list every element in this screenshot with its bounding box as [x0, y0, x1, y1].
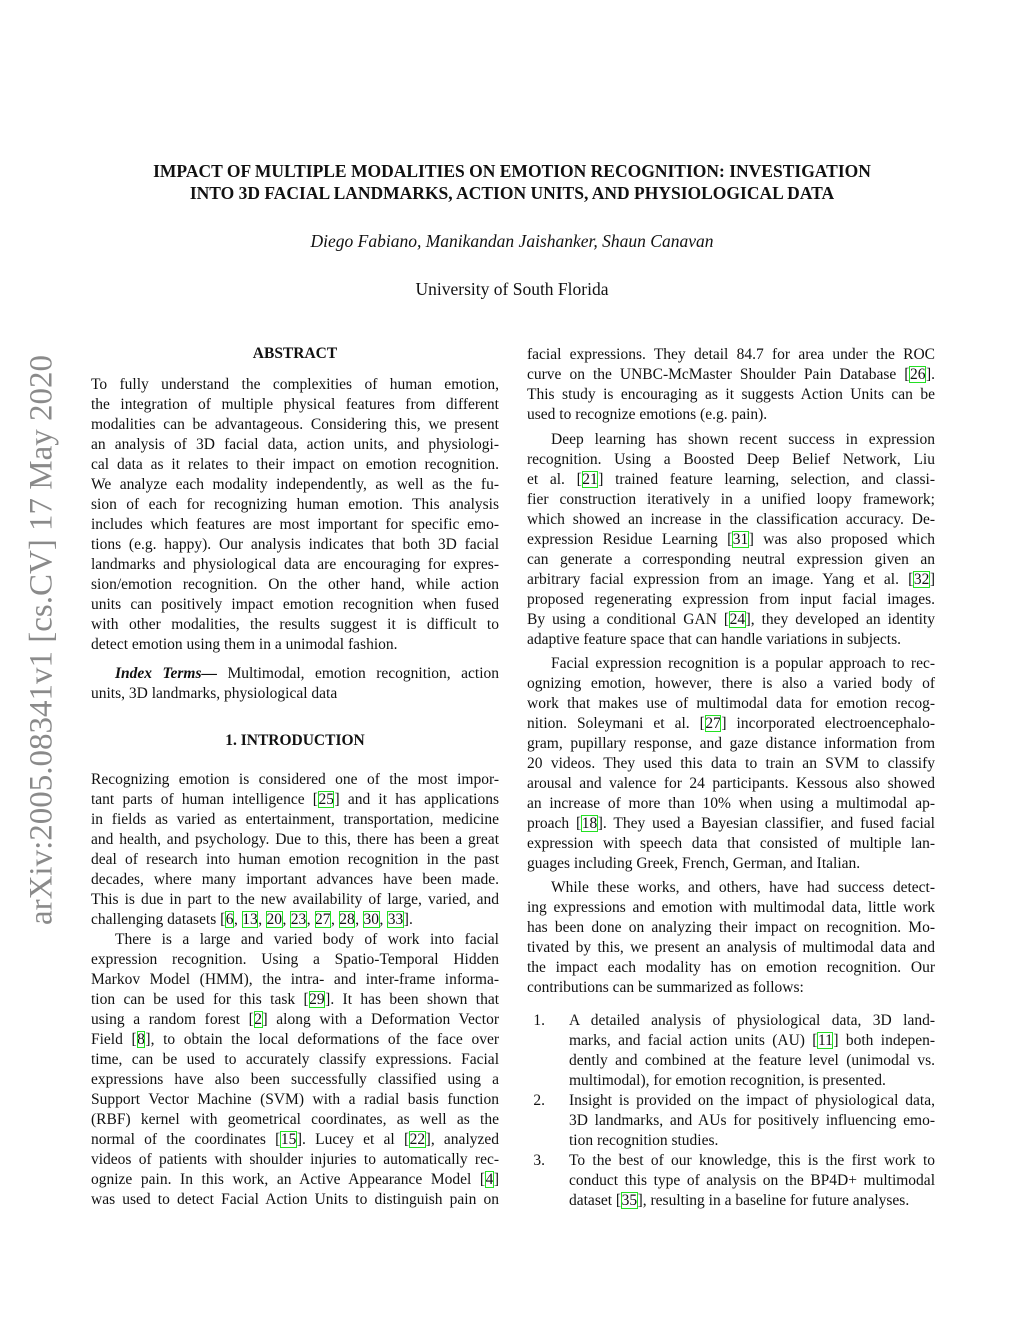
intro-paragraph-2 — [91, 930, 499, 1210]
citation-link[interactable]: 22 — [409, 1131, 426, 1148]
citation-link[interactable]: 35 — [621, 1192, 638, 1209]
citation-link[interactable]: 6 — [225, 911, 234, 928]
text-line: recognition. Using a Boosted Deep Belief Network, Liu — [527, 451, 935, 468]
text-line: sion/emotion recognition. On the other hand, while action — [91, 576, 499, 593]
introduction-heading: 1. INTRODUCTION — [225, 732, 365, 749]
text-line: can generate a corresponding neutral expression given an — [527, 551, 935, 568]
citation-link[interactable]: 18 — [581, 815, 598, 832]
index-terms-text: Multimodal, emotion recognition, action — [217, 665, 499, 682]
list-item-text — [569, 1011, 935, 1091]
text-line: proach [18]. They used a Bayesian classifier, and fused facial — [527, 815, 935, 832]
citation-link[interactable]: 15 — [280, 1131, 297, 1148]
text-line: arousal and valence for 24 participants. Kessous also showed — [527, 775, 935, 792]
text-line: tions (e.g. happy). Our analysis indicates that both 3D facial — [91, 536, 499, 553]
text-line: tant parts of human intelligence [25] and it has applications — [91, 791, 499, 808]
text-line — [91, 664, 499, 684]
intro-paragraph-4 — [527, 654, 935, 874]
citation-link[interactable]: 20 — [266, 911, 283, 928]
text-line: conduct this type of analysis on the BP4D+ multimodal — [569, 1172, 935, 1189]
text-line: contributions can be summarized as follows: — [527, 979, 804, 996]
citation-link[interactable]: 27 — [705, 715, 721, 732]
text-line: curve on the UNBC-McMaster Shoulder Pain Database [26]. — [527, 366, 935, 383]
list-number: 1. — [533, 1012, 545, 1029]
text-line: marks, and facial action units (AU) [11] both indepen- — [569, 1032, 935, 1049]
intro-paragraph-2-cont — [527, 345, 935, 425]
text-line: decades, where many important advances have been made. — [91, 871, 499, 888]
citation-link[interactable]: 2 — [254, 1011, 262, 1028]
citation-link[interactable]: 33 — [387, 911, 404, 928]
text-line: 20 videos. They used this data to train an SVM to classify — [527, 755, 935, 772]
text-line: To fully understand the complexities of human emotion, — [91, 376, 499, 393]
citation-link[interactable]: 4 — [485, 1171, 494, 1188]
text-line: There is a large and varied body of work into facial — [115, 931, 499, 948]
text-line: cal data as it relates to their impact on emotion recognition. — [91, 456, 499, 473]
text-line: ognize pain. In this work, an Active Appearance Model [4] — [91, 1171, 499, 1188]
intro-paragraph-5 — [527, 878, 935, 998]
text-line: dataset [35], resulting in a baseline for future analyses. — [569, 1192, 910, 1209]
text-line: While these works, and others, have had success detect- — [551, 879, 935, 896]
text-line: units, 3D landmarks, physiological data — [91, 685, 338, 702]
citation-link[interactable]: 25 — [318, 791, 334, 808]
text-line: with other modalities, the results suggest it is difficult to — [91, 616, 499, 633]
text-line: We analyze each modality independently, as well as the fu- — [91, 476, 499, 493]
text-line: Deep learning has shown recent success in expression — [551, 431, 935, 448]
affiliation: University of South Florida — [415, 279, 609, 299]
text-line: nition. Soleymani et al. [27] incorporated electroencephalo- — [527, 715, 936, 732]
text-line: To the best of our knowledge, this is the first work to — [569, 1152, 935, 1169]
text-line: This study is encouraging as it suggests Action Units can be — [527, 386, 935, 403]
text-line: the integration of multiple physical features from different — [91, 396, 499, 413]
text-line: detect emotion using them in a unimodal fashion. — [91, 636, 398, 653]
text-line: Field [8], to obtain the local deformations of the face over — [91, 1031, 499, 1048]
citation-link[interactable]: 13 — [242, 911, 258, 928]
citation-link[interactable]: 31 — [732, 531, 749, 548]
text-line: proposed regenerating expression from input facial images. — [527, 591, 935, 608]
text-line: arbitrary facial expression from an image. Yang et al. [32] — [527, 571, 935, 588]
text-line: normal of the coordinates [15]. Lucey et al [22], analyzed — [91, 1131, 500, 1148]
index-terms — [91, 664, 499, 704]
paper-title-line-1: IMPACT OF MULTIPLE MODALITIES ON EMOTION RECOGNITION: INVESTIGATION — [153, 161, 871, 181]
text-line: challenging datasets [6, 13, 20, 23, 27, 28, 30, 33]. — [91, 911, 413, 928]
text-line: modalities can be advantageous. Considering this, we present — [91, 416, 499, 433]
citation-link[interactable]: 30 — [363, 911, 380, 928]
authors: Diego Fabiano, Manikandan Jaishanker, Shaun Canavan — [310, 231, 714, 251]
text-line: facial expressions. They detail 84.7 for area under the ROC — [527, 346, 935, 363]
citation-link[interactable]: 26 — [909, 366, 926, 383]
text-line: time, can be used to accurately classify expressions. Facial — [91, 1051, 499, 1068]
citation-link[interactable]: 32 — [913, 571, 930, 588]
citation-link[interactable]: 11 — [817, 1032, 833, 1049]
list-number: 3. — [533, 1152, 545, 1169]
text-line: and health, and psychology. Due to this, there has been a great — [91, 831, 499, 848]
text-line: work that makes use of multimodal data for emotion recog- — [527, 695, 935, 712]
text-line: the impact each modality has on emotion recognition. Our — [527, 959, 935, 976]
text-line: tivated by this, we present an analysis of multimodal data and — [527, 939, 935, 956]
list-number: 2. — [533, 1092, 545, 1109]
text-line: includes which features are most important for specific emo- — [91, 516, 499, 533]
text-line: has been done on analyzing their impact on recognition. Mo- — [527, 919, 935, 936]
citation-link[interactable]: 24 — [729, 611, 746, 628]
text-line: using a random forest [2] along with a Deformation Vector — [91, 1011, 499, 1028]
text-line: deal of research into human emotion recognition in the past — [91, 851, 499, 868]
text-line: which showed an increase in the classification accuracy. De- — [527, 511, 935, 528]
citation-link[interactable]: 28 — [339, 911, 355, 928]
text-line: an analysis of 3D facial data, action units, and physiologi- — [91, 436, 499, 453]
text-line: By using a conditional GAN [24], they developed an identity — [527, 611, 935, 628]
text-line: multimodal), for emotion recognition, is presented. — [569, 1072, 886, 1089]
text-line: et al. [21] trained feature learning, selection, and classi- — [527, 471, 935, 488]
text-line: Facial expression recognition is a popular approach to rec- — [551, 655, 935, 672]
text-line: Insight is provided on the impact of physiological data, — [569, 1092, 935, 1109]
text-line: guages including Greek, French, German, and Italian. — [527, 855, 861, 872]
list-item-text — [569, 1091, 935, 1151]
paper-title-line-2: INTO 3D FACIAL LANDMARKS, ACTION UNITS, AND PHYSIOLOGICAL DATA — [189, 183, 835, 203]
text-line: 3D landmarks, and AUs for positively influencing emo- — [569, 1112, 935, 1129]
text-line: ing expressions and emotion with multimodal data, little work — [527, 899, 935, 916]
text-line: Markov Model (HMM), the intra- and inter-frame informa- — [91, 971, 499, 988]
text-line: tion recognition studies. — [569, 1132, 719, 1149]
citation-link[interactable]: 29 — [309, 991, 325, 1008]
citation-link[interactable]: 23 — [290, 911, 307, 928]
text-line: adaptive feature space that can handle variations in subjects. — [527, 631, 901, 648]
citation-link[interactable]: 8 — [137, 1031, 145, 1048]
text-line: expression recognition. Using a Spatio-Temporal Hidden — [91, 951, 499, 968]
text-line: expression with speech data that consisted of multiple lan- — [527, 835, 935, 852]
text-line: videos of patients with shoulder injuries to automatically rec- — [91, 1151, 499, 1168]
text-line: units can positively impact emotion recognition when fused — [91, 596, 499, 613]
text-line: landmarks and physiological data are encouraging for expres- — [91, 556, 499, 573]
abstract-body — [91, 375, 499, 655]
text-line: expression Residue Learning [31] was also proposed which — [527, 531, 935, 548]
text-line: dently and combined at the feature level (unimodal vs. — [569, 1052, 935, 1069]
text-line: (RBF) kernel with geometrical coordinates, as well as the — [91, 1111, 499, 1128]
intro-paragraph-3 — [527, 430, 935, 650]
text-line: in fields as varied as entertainment, transportation, medicine — [91, 811, 499, 828]
arxiv-stamp: arXiv:2005.08341v1 [cs.CV] 17 May 2020 — [23, 354, 60, 926]
text-line: ognizing emotion, however, there is also a varied body of — [527, 675, 935, 692]
text-line: used to recognize emotions (e.g. pain). — [527, 406, 768, 423]
abstract-heading: ABSTRACT — [252, 345, 338, 362]
text-line: Support Vector Machine (SVM) with a radial basis function — [91, 1091, 499, 1108]
index-terms-label: Index Terms— — [115, 665, 218, 682]
intro-paragraph-1 — [91, 770, 499, 930]
text-line: an increase of more than 10% when using a multimodal ap- — [527, 795, 935, 812]
citation-link[interactable]: 21 — [582, 471, 598, 488]
list-item-text — [569, 1151, 935, 1211]
text-line: This is due in part to the new availability of large, varied, and — [91, 891, 499, 908]
citation-link[interactable]: 27 — [315, 911, 331, 928]
text-line: expressions have also been successfully classified using a — [91, 1071, 499, 1088]
text-line: tion can be used for this task [29]. It has been shown that — [91, 991, 500, 1008]
text-line: Recognizing emotion is considered one of the most impor- — [91, 771, 499, 788]
text-line: was used to detect Facial Action Units to distinguish pain on — [91, 1191, 499, 1208]
text-line: fier construction iteratively in a unified loopy framework; — [527, 491, 935, 508]
text-line: sion of each for recognizing human emotion. This analysis — [91, 496, 499, 513]
text-line: gram, pupillary response, and gaze distance information from — [527, 735, 935, 752]
text-line: A detailed analysis of physiological data, 3D land- — [569, 1012, 935, 1029]
